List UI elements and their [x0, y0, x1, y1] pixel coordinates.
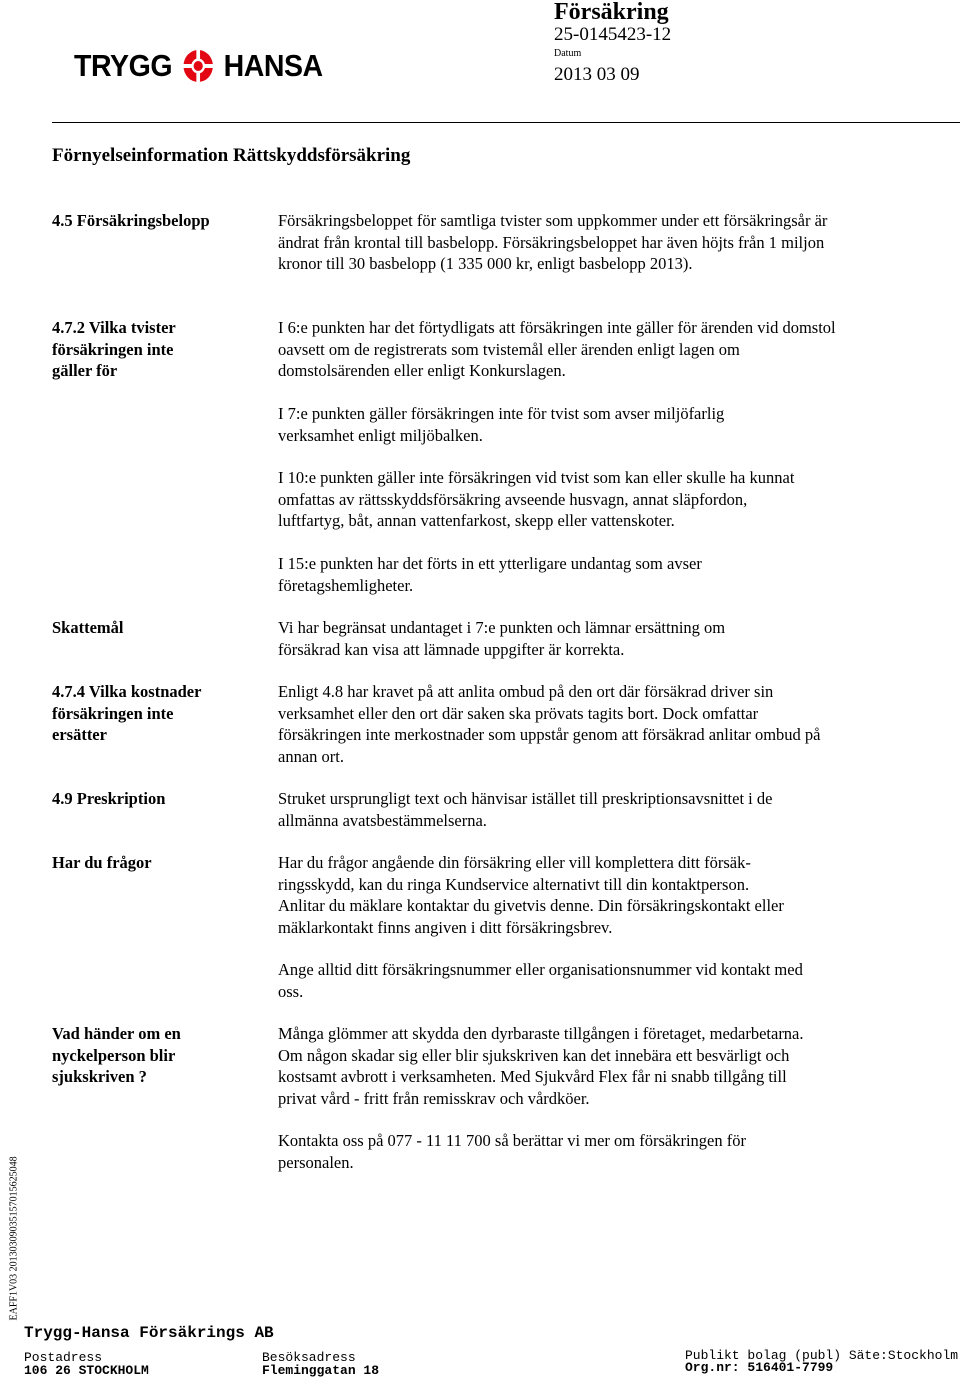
date-label: Datum — [554, 48, 582, 59]
section-text-preskription: Struket ursprungligt text och hänvisar istället till preskriptionsavsnittet i de allmänna avatsbestämmelserna. — [278, 789, 773, 830]
section-text-vilka-kostnader: Enligt 4.8 har kravet på att anlita ombud på den ort där försäkrad driver sin verksamhet eller den ort där saken ska prövats tagits bort. Dock omfattar försäkringen inte merkostnader som uppstår genom att försäkrad anlitar ombud på annan ort. — [278, 682, 821, 766]
section-text-ange-nummer: Ange alltid ditt försäkringsnummer eller organisationsnummer vid kontakt med oss. — [278, 960, 803, 1001]
section-label-vilka-kostnader: 4.7.4 Vilka kostnader försäkringen inte ersätter — [52, 682, 202, 744]
footer-org-number: Org.nr: 516401-7799 — [685, 1360, 834, 1375]
section-label-skattemal: Skattemål — [52, 618, 124, 637]
section-text-punkt-10: I 10:e punkten gäller inte försäkringen vid tvist som kan eller skulle ha kunnat omfattas av rättsskyddsförsäkring avseende husvagn, annat släpfordon, luftfartyg, båt, annan vattenfarkost, skepp eller vattenskoter. — [278, 468, 795, 530]
lifebuoy-icon — [178, 48, 218, 84]
header-divider — [52, 122, 960, 123]
section-label-vilka-tvister: 4.7.2 Vilka tvister försäkringen inte gäller för — [52, 318, 176, 380]
footer-legal: Publikt bolag (publ) Säte:Stockholm — [685, 1348, 959, 1363]
page-title: Förnyelseinformation Rättskyddsförsäkring — [52, 145, 411, 166]
document-date: 2013 03 09 — [554, 64, 640, 85]
document-type: Försäkring — [554, 0, 669, 25]
policy-number: 25-0145423-12 — [554, 24, 672, 45]
logo-text-left: TRYGG — [74, 48, 173, 83]
section-label-preskription: 4.9 Preskription — [52, 789, 166, 808]
section-text-punkt-6: I 6:e punkten har det förtydligats att försäkringen inte gäller för ärenden vid domstol oavsett om de registrerats som tvistemål eller ärenden enligt lagen om domstolsärenden eller enligt Konkurslagen. — [278, 318, 836, 380]
trygg-hansa-logo — [74, 46, 323, 86]
footer-company: Trygg-Hansa Försäkrings AB — [24, 1324, 274, 1342]
footer-visit-label: Besöksadress — [262, 1350, 356, 1365]
section-text-kontakt: Har du frågor angående din försäkring eller vill komplettera ditt försäk-ringsskydd, kan du ringa Kundservice alternativt till din kontaktperson. Anlitar du mäklare kontaktar du givetvis denne. Din försäkringskontakt eller mäklarkontakt finns angiven i ditt försäkringsbrev. — [278, 853, 784, 937]
section-text-punkt-15: I 15:e punkten har det förts in ett ytterligare undantag som avser företagshemligheter. — [278, 554, 702, 595]
side-document-code: EAFF1V03 20130309035157015625048 — [8, 1156, 20, 1321]
section-text-sjukvard-flex: Många glömmer att skydda den dyrbaraste tillgången i företaget, medarbetarna. Om någon skadar sig eller blir sjukskriven kan det innebära ett besvärligt och kostsamt avbrott i verksamheten. Med Sjukvård Flex får ni snabb tillgång till privat vård - fritt från remisskrav och vårdköer. — [278, 1024, 804, 1108]
section-text-skattemal: Vi har begränsat undantaget i 7:e punkten och lämnar ersättning om försäkrad kan visa att lämnade uppgifter är korrekta. — [278, 618, 726, 659]
section-text-punkt-7: I 7:e punkten gäller försäkringen inte för tvist som avser miljöfarlig verksamhet enligt miljöbalken. — [278, 404, 725, 445]
section-label-forsakringsbelopp: 4.5 Försäkringsbelopp — [52, 211, 210, 230]
footer-postal-label: Postadress — [24, 1350, 103, 1365]
footer-postal-value: 106 26 STOCKHOLM — [24, 1363, 149, 1378]
footer-visit-value: Fleminggatan 18 — [262, 1363, 380, 1378]
section-text-kontakta-oss: Kontakta oss på 077 - 11 11 700 så berättar vi mer om försäkringen för personalen. — [278, 1131, 746, 1172]
section-label-nyckelperson: Vad händer om en nyckelperson blir sjukskriven ? — [52, 1024, 181, 1086]
section-text-forsakringsbelopp: Försäkringsbeloppet för samtliga tvister som uppkommer under ett försäkringsår är ändrat från krontal till basbelopp. Försäkringsbeloppet har även höjts från 1 miljon kronor till 30 basbelopp (1 335 000 kr, enligt basbelopp 2013). — [278, 211, 828, 273]
section-label-har-du-fragor: Har du frågor — [52, 853, 152, 872]
logo-text-right: HANSA — [223, 48, 323, 83]
